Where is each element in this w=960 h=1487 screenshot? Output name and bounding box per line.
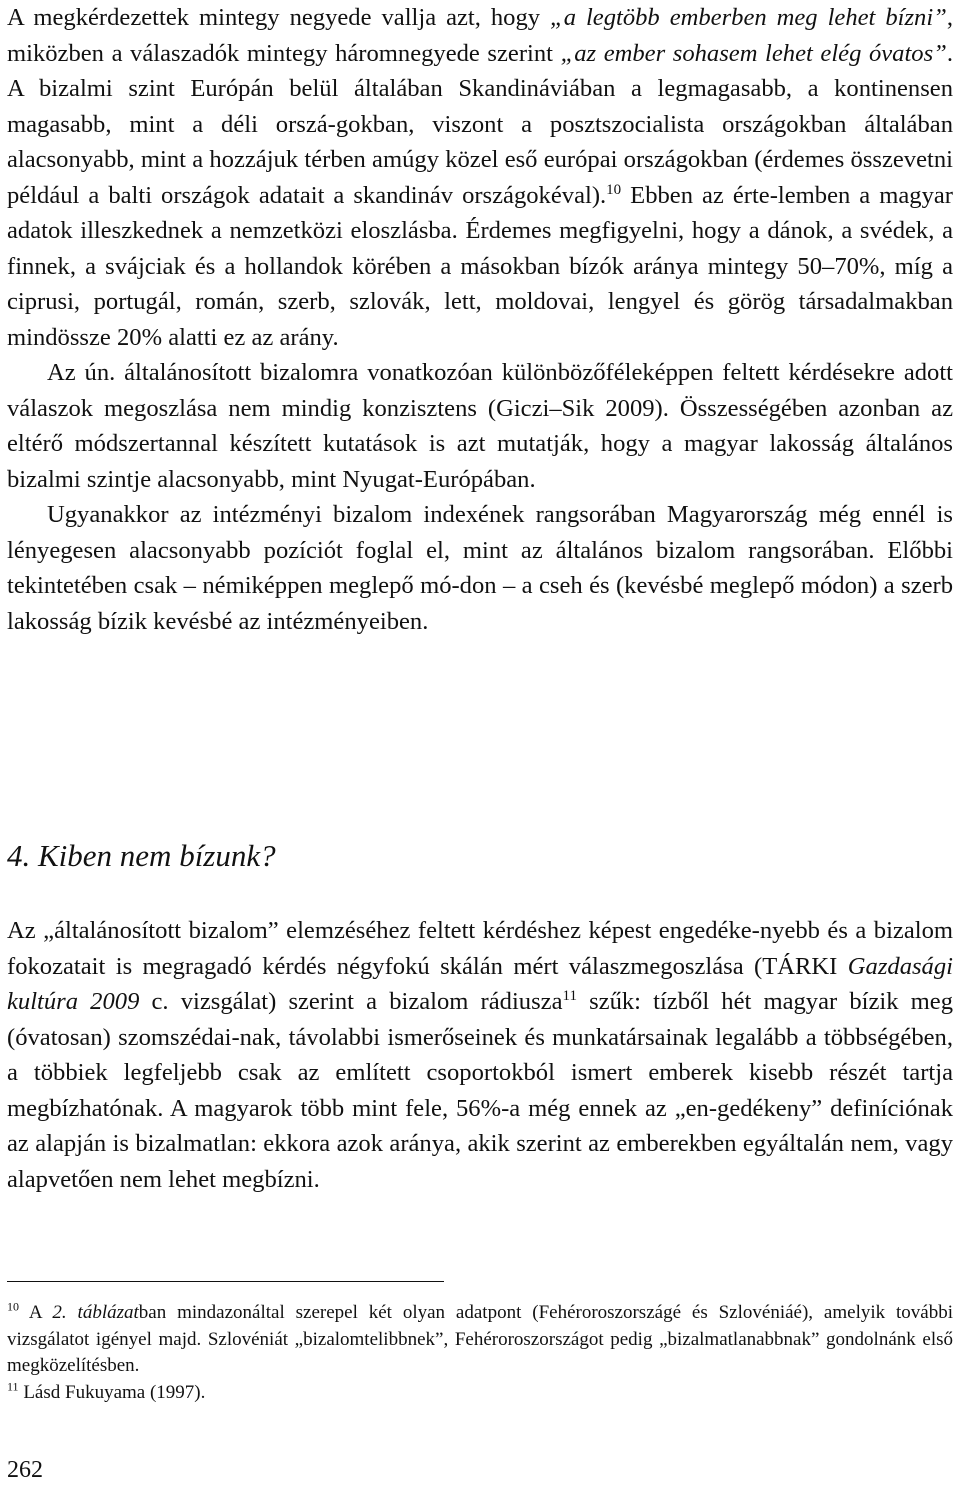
paragraph: [7, 497, 953, 639]
text-run: Ebben az érte-lemben a magyar adatok illeszkednek a nemzetközi eloszlásba. Érdemes megfigyelni, hogy a dánok, a svédek, a finnek, a svájciak és a hollandok körében a másokban bízók aránya mintegy 50–70%, míg a ciprusi, portugál, román, szerb, szlovák, lett, moldovai, lengyel és görög társadalmakban mindössze 20% alatti ez az arány.: [7, 181, 953, 351]
text-run: szűk: tízből hét magyar bízik meg (óvatosan) szomszédai-nak, távolabbi ismerőseinek és munkatársainak legalább a többségében, a többiek legfeljebb csak az említett csoportokból ismert emberek kisebb részét tartja megbízhatónak. A magyarok több mint fele, 56%-a még ennek az „en-gedékeny” definíciónak az alapján is bizalmatlan: ekkora azok aránya, akik szerint az emberekben egyáltalán nem, vagy alapvetően nem lehet megbízni.: [7, 988, 954, 1193]
top-text-block: [7, 0, 953, 639]
italic-text: 2. táblázat: [52, 1302, 139, 1323]
footnote-ref: 11: [7, 1379, 19, 1394]
paragraph: [7, 0, 953, 355]
footnotes: [7, 1300, 953, 1406]
section-text-block: [7, 913, 953, 1197]
text-run: Az ún. általánosított bizalomra vonatkozóan különbözőféleképpen feltett kérdésekre adott válaszok megoszlása nem mindig konzisztens (Giczi–Sik 2009). Összességében azonban az eltérő módszertannal készített kutatások is azt mutatják, hogy a magyar lakosság általános bizalmi szintje alacsonyabb, mint Nyugat-Európában.: [7, 359, 953, 493]
text-run: , miközben a válaszadók mintegy háromnegyede szerint: [7, 4, 953, 67]
footnote: [7, 1300, 953, 1380]
section-heading: 4. Kiben nem bízunk?: [7, 838, 276, 873]
italic-text: „a legtöbb emberben meg lehet bízni”: [550, 4, 947, 31]
footnote: [7, 1380, 953, 1407]
text-run: A megkérdezettek mintegy negyede vallja azt, hogy: [7, 4, 551, 31]
footnote-divider: [7, 1281, 444, 1282]
text-run: Ugyanakkor az intézményi bizalom indexének rangsorában Magyarország még ennél is lényegesen alacsonyabb pozíciót foglal el, mint az általános bizalom rangsorában. Előbbi tekintetében csak – némiképpen meglepő mó-don – a cseh és (kevésbé meglepő módon) a szerb lakosság bízik kevésbé az intézményeiben.: [7, 501, 953, 635]
paragraph: [7, 355, 953, 497]
footnote-ref: 10: [7, 1299, 19, 1314]
paragraph: [7, 913, 953, 1197]
text-run: . A bizalmi szint Európán belül általában Skandináviában a legmagasabb, a kontinensen magasabb, mint a déli orszá-gokban, viszont a posztszocialista országokban általában alacsonyabb, mint a hozzájuk térben amúgy közel eső európai országokban (érdemes összevetni például a balti országok adatait a skandináv országokéval).: [7, 39, 954, 209]
text-run: ban mindazonáltal szerepel két olyan adatpont (Fehéroroszországé és Szlovéniáé), amelyik további vizsgálatot igényel majd. Szlovéniát „bizalomtelibbnek”, Fehéroroszországot pedig „bizalmatlanabbnak” gondolnánk első megközelítésben.: [7, 1302, 954, 1376]
text-run: Az „általánosított bizalom” elemzéséhez feltett kérdéshez képest engedéke-nyebb és a bizalom fokozatait is megragadó kérdés négyfokú skálán mért válaszmegoszlása (TÁRKI: [7, 917, 953, 980]
text-run: c. vizsgálat) szerint a bizalom rádiusza: [139, 988, 563, 1015]
page-number: 262: [7, 1457, 43, 1483]
italic-text: Gazdasági kultúra 2009: [7, 952, 953, 1015]
text-run: Lásd Fukuyama (1997).: [18, 1381, 206, 1403]
text-run: A: [19, 1302, 53, 1323]
footnote-ref: 11: [562, 987, 577, 1004]
italic-text: „az ember sohasem lehet elég óvatos”: [560, 39, 947, 67]
footnote-ref: 10: [606, 181, 622, 198]
